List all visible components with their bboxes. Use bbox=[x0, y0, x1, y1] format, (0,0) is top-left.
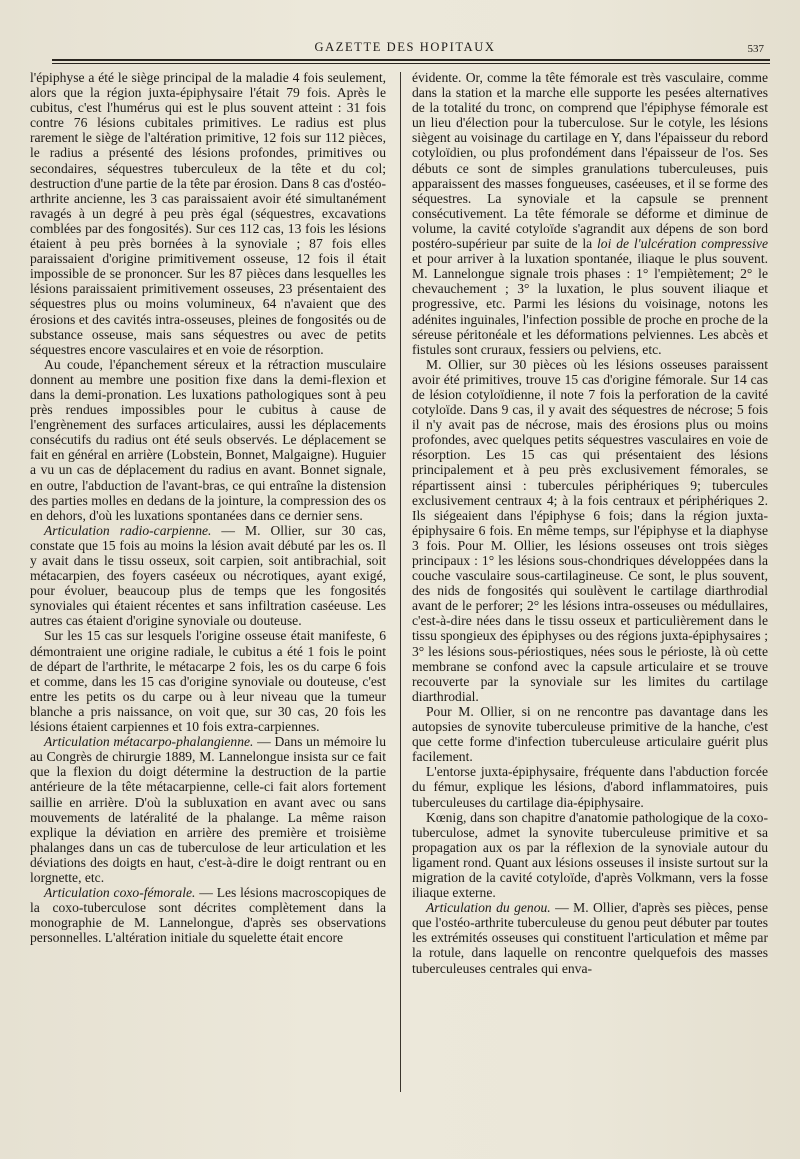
paragraph-text: évidente. Or, comme la tête fémorale est très vasculaire, comme dans la station et la marche elle supporte les pesées alternatives de la totalité du tronc, on comprend que l'épiphyse fémorale est un lieu d'élection pour la tuberculose. Sur le cotyle, les lésions siègent au voisinage du cartilage en Y, dans l'épaisseur du rebord cotyloïdien, ou plus profondément dans l'épaisseur de l'os. Ses débuts ce sont de simples granulations tuberculeuses, puis apparaissent des masses fongueuses, caséeuses, et il se forme des séquestres. La synoviale et la capsule se prennent consécutivement. La tête fémorale se déforme et diminue de volume, la cavité cotyloïde s'agrandit aux dépens de son bord postéro-supérieur par suite de la bbox=[412, 70, 768, 252]
right-column bbox=[412, 70, 768, 976]
paragraph: M. Ollier, sur 30 pièces où les lésions osseuses paraissent avoir été primitives, trouve 15 cas d'origine fémorale. Sur 14 cas de lésion cotyloïdienne, il note 7 fois la perforation de la cavité cotyloïde. Dans 9 cas, il y avait des séquestres de nécrose; 5 fois il n'y avait pas de nécrose, mais des érosions plus ou moins profondes, avec quelques petits séquestres vasculaires en voie de résorption. Les 15 cas qui présentaient des lésions principalement et à peu près exclusivement fémorales, se répartissent ainsi : tubercules périphériques 9; tubercules exclusivement centraux 4; à la fois centraux et périphériques 2. Ils siégeaient dans l'épiphyse 6 fois; dans la région juxta-épiphysaire 6 fois. En même temps, sur l'épiphyse et la diaphyse 3 fois. Pour M. Ollier, les lésions osseuses ont trois sièges principaux : 1° les lésions sous-chondriques développées dans la couche vasculaire sous-cartilagineuse. Ce sont, le plus souvent, des nids de fongosités qui soulèvent le cartilage diarthrodial avant de le perforer; 2° les lésions intra-osseuses ou médullaires, c'est-à-dire nées dans le tissu osseux et particulièrement dans le tissu spongieux des épiphyses ou des régions juxta-épiphysaires ; 3° les lésions sous-périostiques, nées sous le périoste, là où cette membrane se confond avec la capsule articulaire et se trouve recouverte par la synoviale sur les limites du cartilage diarthrodial. bbox=[412, 356, 768, 704]
paragraph: Kœnig, dans son chapitre d'anatomie pathologique de la coxo-tuberculose, admet la synovite tuberculeuse primitive et sa propagation aux os par la réflexion de la synoviale autour du ligament rond. Quant aux lésions osseuses il insiste surtout sur la migration de la cavité cotyloïde, d'après Volkmann, vers la fosse iliaque externe. bbox=[412, 809, 768, 901]
paragraph-text: — M. Ollier, d'après ses pièces, pense que l'ostéo-arthrite tuberculeuse du genou peut débuter par toutes les extrémités osseuses qui constituent l'articulation et même par la rotule, dans laquelle on rencontre quelquefois des masses tuberculeuses centrales qui enva- bbox=[412, 900, 768, 976]
paragraph: Pour M. Ollier, si on ne rencontre pas davantage dans les autopsies de synovite tuberculeuse primitive de la hanche, c'est que cette forme d'infection tuberculeuse articulaire guérit plus facilement. bbox=[412, 703, 768, 765]
paragraph bbox=[412, 70, 768, 357]
paragraph-text: — Dans un mémoire lu au Congrès de chirurgie 1889, M. Lannelongue insista sur ce fait que la flexion du doigt détermine la destruction de la partie antérieure de la tête métacarpienne, celle-ci fait alors fortement saillie en arrière. D'où la subluxation en avant avec ou sans mouvements de latéralité de la phalange. La même raison explique la déviation en arrière des première et troisième phalanges dans un cas de tuberculose de leur articulation et les déviations des doigts en haut, c'est-à-dire le doigt rentrant ou en lorgnette, etc. bbox=[30, 734, 386, 885]
column-divider bbox=[400, 72, 401, 1092]
page-number: 537 bbox=[747, 43, 764, 55]
paragraph-text: — Les lésions macroscopiques de la coxo-tuberculose sont décrites complètement dans la monographie de M. Lannelongue, d'après ses observations personnelles. L'altération initiale du squelette était encore bbox=[30, 885, 386, 946]
paragraph: l'épiphyse a été le siège principal de la maladie 4 fois seulement, alors que la région juxta-épiphysaire l'était 79 fois. Après le cubitus, c'est l'humérus qui est le plus souvent atteint : 31 fois contre 76 lésions cubitales primitives. Le radius est plus rarement le siège de l'altération primitive, 12 fois sur 112 pièces, le radius a présenté des lésions profondes, primitives ou secondaires, séquestres tuberculeux de la tête et du col; destruction d'une partie de la tête par érosion. Dans 8 cas d'ostéo-arthrite ancienne, les 3 cas paraissaient avoir été simultanément ravagés à un degré à peu près égal (séquestres, excavations comblées par des fongosités). Sur ces 112 cas, 13 fois les lésions étaient à peu près bornées à la synoviale ; 87 fois elles paraissaient d'origine primitivement osseuse, 12 fois il était impossible de se prononcer. Sur les 87 pièces dans lesquelles les lésions paraissaient primitivement osseuses, 23 présentaient des séquestres plus ou moins volumineux, 64 n'avaient que des érosions et des cavités intra-osseuses, pleines de fongosités ou de substance osseuse, mais sans séquestres ou avec de petits séquestres encore vasculaires et en voie de résorption. bbox=[30, 70, 386, 357]
paragraph: L'entorse juxta-épiphysaire, fréquente dans l'abduction forcée du fémur, explique les lésions, d'abord inflammatoires, puis tuberculeuses du cartilage dia-épiphysaire. bbox=[412, 764, 768, 810]
header-rule-thin bbox=[52, 63, 770, 64]
left-column bbox=[30, 70, 386, 945]
paragraph bbox=[30, 523, 386, 629]
section-heading: Articulation du genou. bbox=[426, 900, 551, 916]
paragraph-text: — M. Ollier, sur 30 cas, constate que 15 fois au moins la lésion avait débuté par les os. Il y avait dans le tissu osseux, soit carpien, soit antibrachial, soit métacarpien, des foyers caséeux ou nécrotiques, ayant exigé, pour évoluer, beaucoup plus de temps que les fongosités synoviales qui étaient récentes et sans infiltration caséeuse. Les autres cas étaient d'origine synoviale ou douteuse. bbox=[30, 522, 386, 629]
header-rule bbox=[52, 59, 770, 61]
section-heading: Articulation coxo-fémorale. bbox=[44, 885, 196, 901]
section-heading: Articulation radio-carpienne. bbox=[44, 522, 212, 538]
paragraph bbox=[30, 885, 386, 945]
paragraph-text: et pour arriver à la luxation spontanée, iliaque le plus souvent. M. Lannelongue signale trois phases : 1° l'empiètement; 2° le chevauchement ; 3° la luxation, le plus souvent iliaque et progressive, etc. Parmi les lésions du voisinage, notons les adénites inguinales, l'infection possible de proche en proche de la séreuse péritonéale et les déformations pelviennes. Les abcès et fistules sont cruraux, fessiers ou pelviens, etc. bbox=[412, 251, 768, 357]
paragraph: Au coude, l'épanchement séreux et la rétraction musculaire donnent au membre une position fixe dans la demi-flexion et dans la demi-pronation. Les luxations pathologiques sont à peu près rendues impossibles pour le cubitus à cause de l'engrènement des surfaces articulaires, aussi les déplacements consécutifs du radius ont été seuls observés. Le déplacement se fait en général en arrière (Lobstein, Bonnet, Malgaigne). Huguier a vu un cas de déplacement du radius en avant. Bonnet signale, en outre, l'abduction de l'avant-bras, ce qui entraîne la distension des parties molles en dedans de la jointure, la compression des os en dehors, d'où les luxations spontanées dans ce dernier sens. bbox=[30, 356, 386, 523]
section-heading: Articulation métacarpo-phalangienne. bbox=[44, 734, 254, 750]
paragraph: Sur les 15 cas sur lesquels l'origine osseuse était manifeste, 6 démontraient une origine radiale, le cubitus a été 1 fois le point de départ de l'arthrite, le métacarpe 2 fois, les os du carpe 6 fois et comme, dans les 15 cas d'origine synoviale ou douteuse, c'est entre les petits os du carpe ou à leur niveau que la tumeur blanche a pris naissance, on voit que, sur 30 cas, 20 fois les lésions étaient carpiennes et 10 fois extra-carpiennes. bbox=[30, 628, 386, 735]
journal-title: GAZETTE DES HOPITAUX bbox=[314, 40, 496, 54]
paragraph bbox=[412, 900, 768, 975]
italic-phrase: loi de l'ulcération compressive bbox=[597, 236, 768, 252]
paragraph bbox=[30, 734, 386, 885]
